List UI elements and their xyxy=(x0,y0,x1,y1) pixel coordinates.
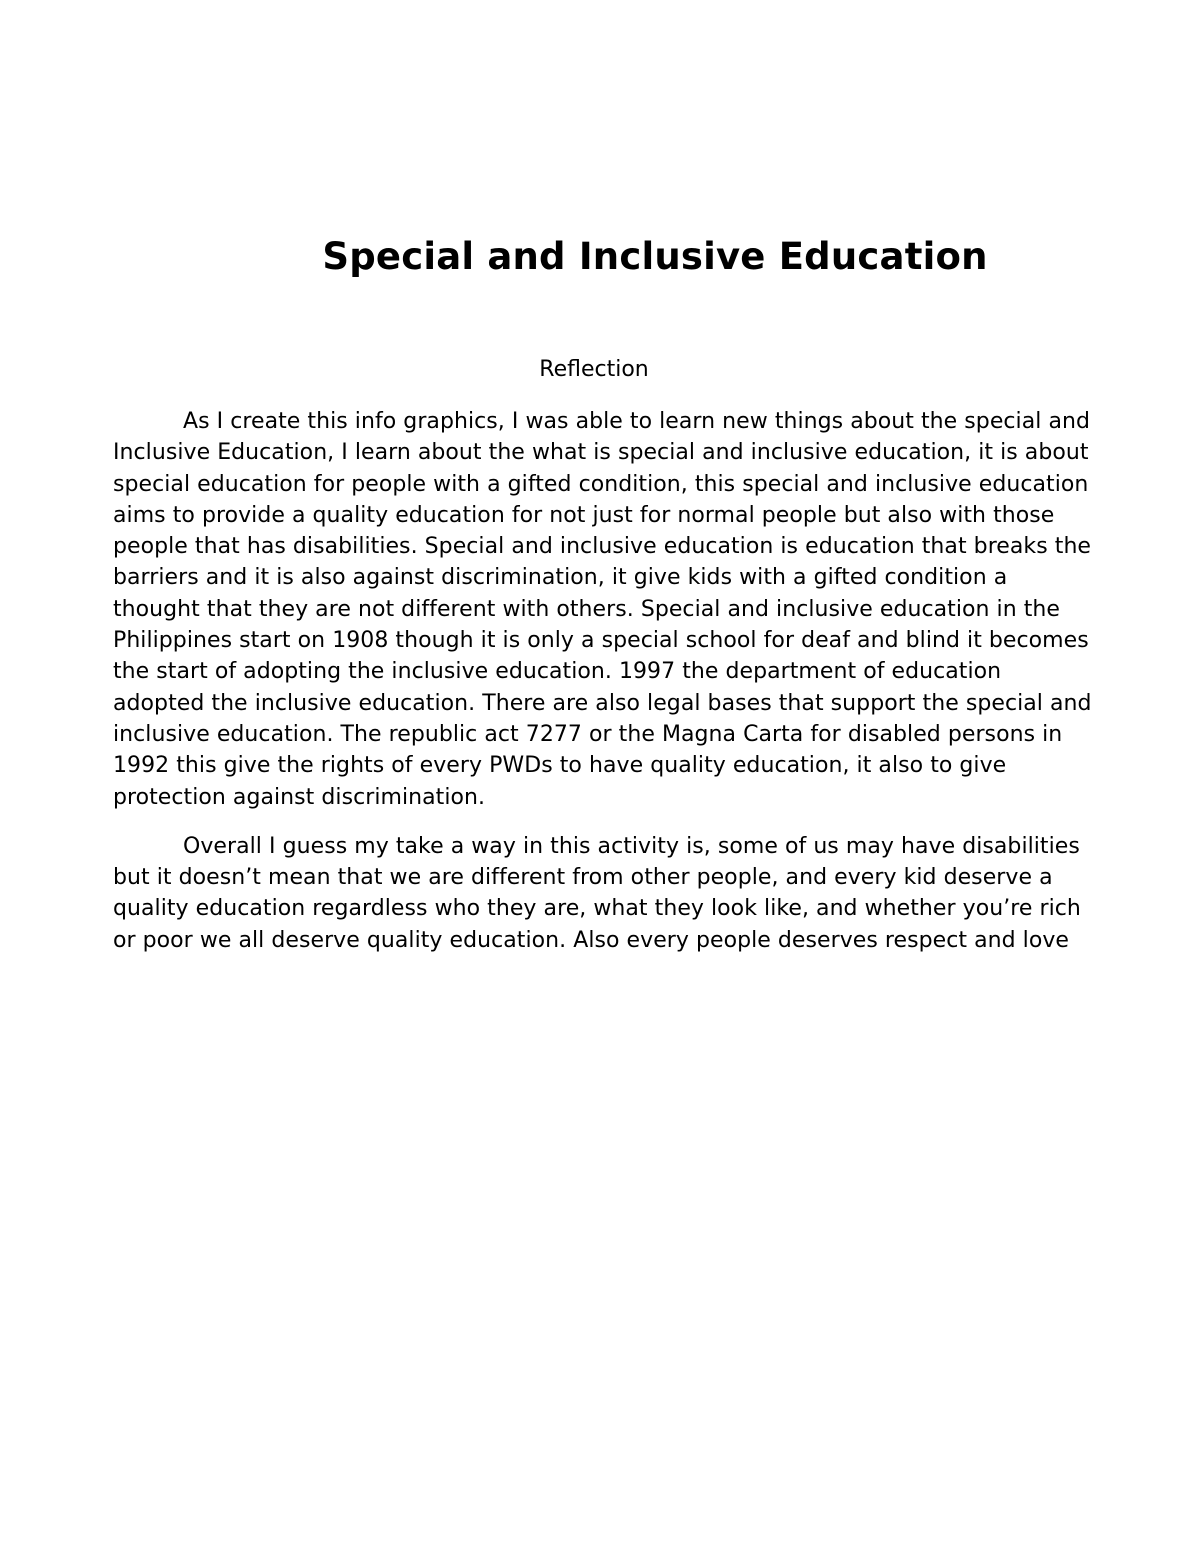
document-title: Special and Inclusive Education xyxy=(322,235,988,278)
document-subtitle: Reflection xyxy=(539,357,649,382)
body-paragraph-2: Overall I guess my take a way in this activity is, some of us may have disabilities but it doesn’t mean that we are different from other people, and every kid deserve a quality education regardless who they are, what they look like, and whether you’re rich or poor we all deserve quality education. Also every people deserves respect and love xyxy=(113,833,1081,953)
body-paragraph-1: As I create this info graphics, I was able to learn new things about the special and Inclusive Education, I learn about the what is special and inclusive education, it is about special education for people with a gifted condition, this special and inclusive education aims to provide a quality education for not just for normal people but also with those people that has disabilities. Special and inclusive education is education that breaks the barriers and it is also against discrimination, it give kids with a gifted condition a thought that they are not different with others. Special and inclusive education in the Philippines start on 1908 though it is only a special school for deaf and blind it becomes the start of adopting the inclusive education. 1997 the department of education adopted the inclusive education. There are also legal bases that support the special and inclusive education. The republic act 7277 or the Magna Carta for disabled persons in 1992 this give the rights of every PWDs to have quality education, it also to give protection against discrimination. xyxy=(113,409,1092,810)
document-body xyxy=(113,406,1093,974)
